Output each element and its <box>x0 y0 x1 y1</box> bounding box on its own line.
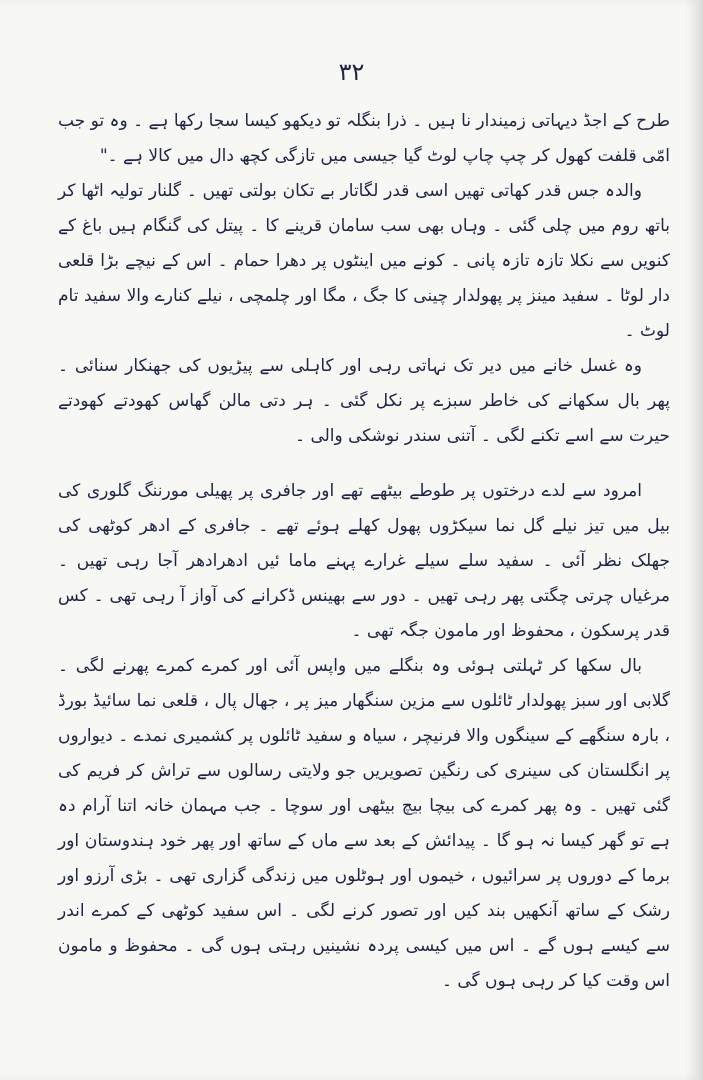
paragraph-1: طرح کے اجڈ دیہاتی زمیندار نا ہیں ۔ ذرا بنگلہ تو دیکھو کیسا سجا رکھا ہے ۔ وہ تو جب امّی قلفت کھول کر چپ چاپ لوٹ گیا جیسی میں تازگی کچھ دال میں کالا ہے ۔" <box>58 111 670 166</box>
paragraph-5: بال سکھا کر ٹہلتی ہوئی وہ بنگلے میں واپس آئی اور کمرے کمرے پھرنے لگی ۔ گلابی اور سبز پھولدار ٹائلوں سے مزین سنگھار میز پر ، جھال پال ، قلعی نما سائیڈ بورڈ ، بارہ سنگھے کے سینگوں والا فرنیچر ، سیاہ و سفید ٹائلوں پر کشمیری نمدے ۔ دیواروں پر انگلستان کی سینری کی رنگین تصویریں جو ولایتی رسالوں سے تراش کر فریم کی گئی تھیں ۔ وہ پھر کمرے کی بیچا بیچ بیٹھی اور سوچا ۔ جب مہمان خانہ اتنا آرام دہ ہے تو گھر کیسا نہ ہو گا ۔ پیدائش کے بعد سے ماں کے ساتھ اور پھر خود ہندوستان اور برما کے دوروں پر سرائیوں ، خیموں اور ہوٹلوں میں زندگی گزاری تھی ۔ بڑی آرزو اور رشک کے ساتھ آنکھیں بند کیں اور تصور کرنے لگی ۔ اس سفید کوٹھی کے کمرے اندر سے کیسے ہوں گے ۔ اس میں کیسی پردہ نشینیں رہتی ہوں گی ۔ محفوظ و مامون اس وقت کیا کر رہی ہوں گی ۔ <box>58 656 670 991</box>
page-number: ۳۲ <box>338 58 365 86</box>
paragraph-3: وہ غسل خانے میں دیر تک نہاتی رہی اور کاہلی سے پیڑیوں کی جھنکار سنائی ۔ پھر بال سکھانے کی خاطر سبزے پر نکل گئی ۔ ہر دتی مالن گھاس کھودتے کھودتے حیرت سے اسے تکنے لگی ۔ آتنی سندر نوشکی والی ۔ <box>58 356 670 446</box>
handwritten-urdu-text <box>58 104 670 999</box>
paragraph-4: امرود سے لدے درختوں پر طوطے بیٹھے تھے اور جافری پر پھیلی مورننگ گلوری کی بیل میں تیز نیلے گل نما سیکڑوں پھول کھلے ہوئے تھے ۔ جافری کے ادھر کوٹھی کی جھلک نظر آئی ۔ سفید سلے سیلے غرارے پہنے ماما ئیں ادھرادھر آجا رہی تھیں ۔ مرغیاں چرتی چگتی پھر رہی تھیں ۔ دور سے بھینس ڈکرانے کی آواز آ رہی تھی ۔ کس قدر پرسکون ، محفوظ اور مامون جگہ تھی ۔ <box>58 481 670 641</box>
page-edge-shadow <box>685 0 703 1080</box>
paragraph-2: والدہ جس قدر کھاتی تھیں اسی قدر لگاتار بے تکان بولتی تھیں ۔ گلنار تولیہ اٹھا کر باتھ روم میں چلی گئی ۔ وہاں بھی سب سامان قرینے کا ۔ پیتل کی گنگام ہیں باغ کے کنویں سے نکلا تازہ تازہ پانی ۔ کونے میں اینٹوں پر دھرا حمام ۔ اس کے نیچے بڑا قلعی دار لوٹا ۔ سفید مینز پر پھولدار چینی کا جگ ، مگا اور چلمچی ، نیلے کنارے والا سفید تام لوٹ ۔ <box>58 181 670 341</box>
